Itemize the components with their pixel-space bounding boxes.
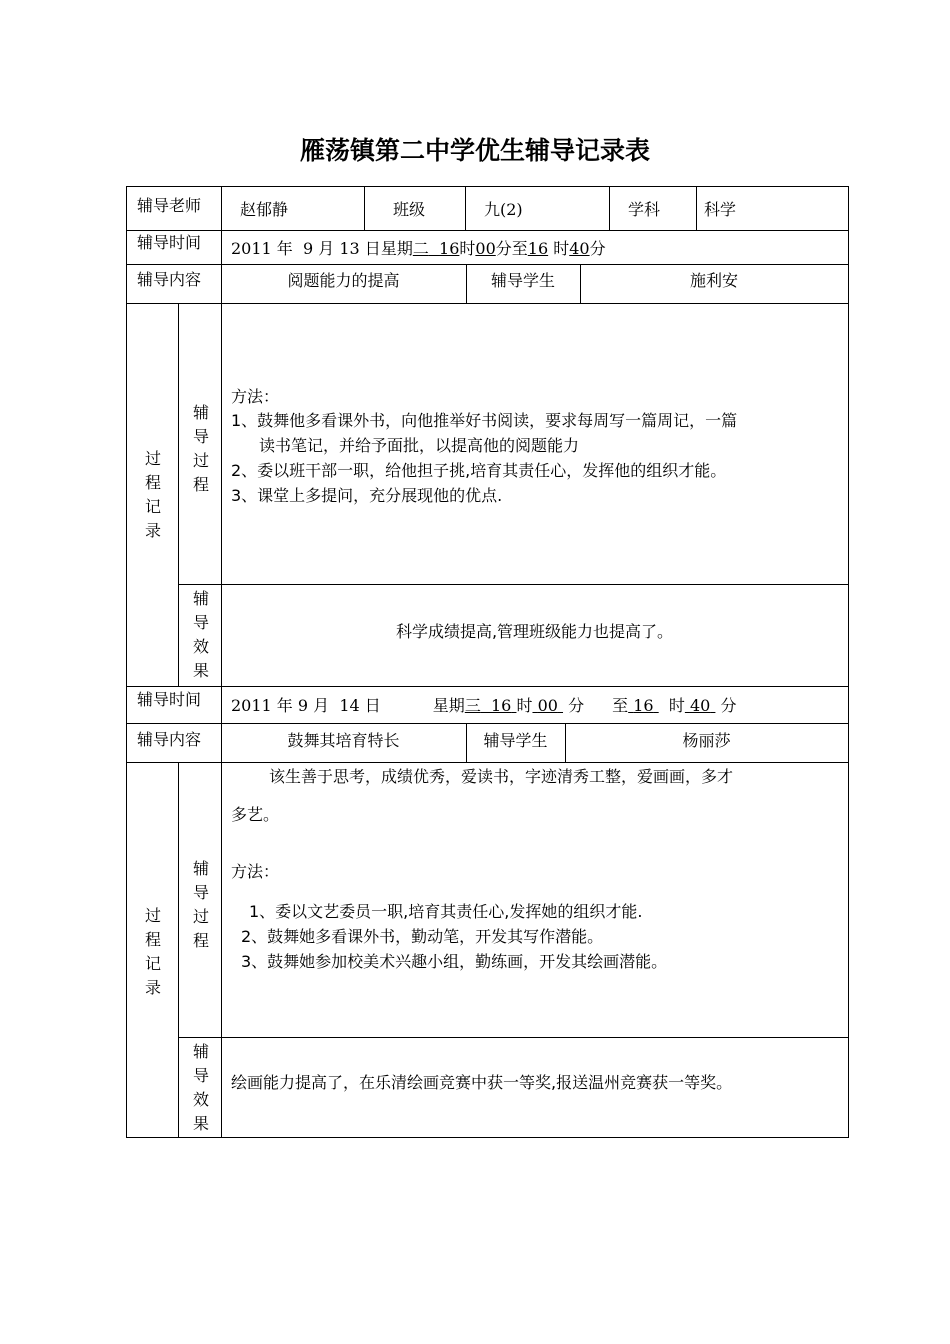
session2-method-line-2: 3、鼓舞她参加校美术兴趣小组，勤练画，开发其绘画潜能。 [241, 952, 668, 971]
session1-process-line-3: 2、委以班干部一职，给他担子挑,培育其责任心，发挥他的组织才能。 [231, 461, 727, 480]
subject-label: 学科 [628, 200, 661, 219]
session2-content: 鼓舞其培育特长 [287, 731, 400, 750]
session1-effect: 科学成绩提高,管理班级能力也提高了。 [395, 622, 674, 641]
session1-process-label: 辅 导 过 程 [192, 403, 209, 494]
class-label: 班级 [393, 200, 426, 219]
session2-student: 杨丽莎 [682, 731, 731, 750]
session1-process-line-2: 读书笔记，并给予面批，以提高他的阅题能力 [259, 436, 580, 455]
teacher-label: 辅导老师 [137, 196, 202, 215]
session2-effect-label: 辅 导 效 果 [192, 1042, 209, 1133]
subject-value: 科学 [704, 200, 737, 219]
session1-student-label: 辅导学生 [490, 271, 555, 290]
session2-method-line-1: 2、鼓舞她多看课外书，勤动笔，开发其写作潜能。 [241, 927, 604, 946]
session2-method-line-0: 1、委以文艺委员一职,培育其责任心,发挥她的组织才能. [249, 902, 643, 921]
session1-weekday: 二 16 [412, 239, 460, 258]
session1-process-line-1: 1、鼓舞他多看课外书，向他推举好书阅读，要求每周写一篇周记，一篇 [231, 411, 738, 430]
session1-record-label: 过 程 记 录 [144, 449, 161, 540]
class-value: 九(2) [484, 200, 523, 219]
session1-time-label: 辅导时间 [137, 233, 202, 252]
session1-process-line-4: 3、课堂上多提问，充分展现他的优点. [231, 486, 503, 505]
session2-intro-line-1: 该生善于思考，成绩优秀，爱读书，字迹清秀工整，爱画画，多才 [269, 767, 734, 786]
session1-content: 阅题能力的提高 [287, 271, 400, 290]
teacher-name: 赵郁静 [240, 200, 289, 219]
session2-intro-line-2: 多艺。 [231, 805, 280, 824]
session2-effect: 绘画能力提高了，在乐清绘画竞赛中获一等奖,报送温州竞赛获一等奖。 [231, 1073, 733, 1092]
session2-time-label: 辅导时间 [137, 690, 202, 709]
session2-weekday: 三 16 [464, 696, 512, 715]
session1-student: 施利安 [689, 271, 738, 290]
session2-student-label: 辅导学生 [483, 731, 548, 750]
session2-method-label: 方法： [231, 862, 280, 881]
session1-content-label: 辅导内容 [137, 270, 202, 289]
session2-record-label: 过 程 记 录 [144, 906, 161, 997]
page-title: 雁荡镇第二中学优生辅导记录表 [299, 136, 650, 165]
session2-process-label: 辅 导 过 程 [192, 859, 209, 950]
session2-time: 2011 年 9 月 14 日 星期三 16 时 00 分 至 16 时 40 分 [231, 696, 737, 715]
session1-process-line-0: 方法： [231, 387, 280, 406]
session1-time: 2011 年 9 月 13 日星期二 16时00分至16 时40分 [231, 239, 606, 258]
session1-effect-label: 辅 导 效 果 [192, 589, 209, 680]
session2-content-label: 辅导内容 [137, 730, 202, 749]
